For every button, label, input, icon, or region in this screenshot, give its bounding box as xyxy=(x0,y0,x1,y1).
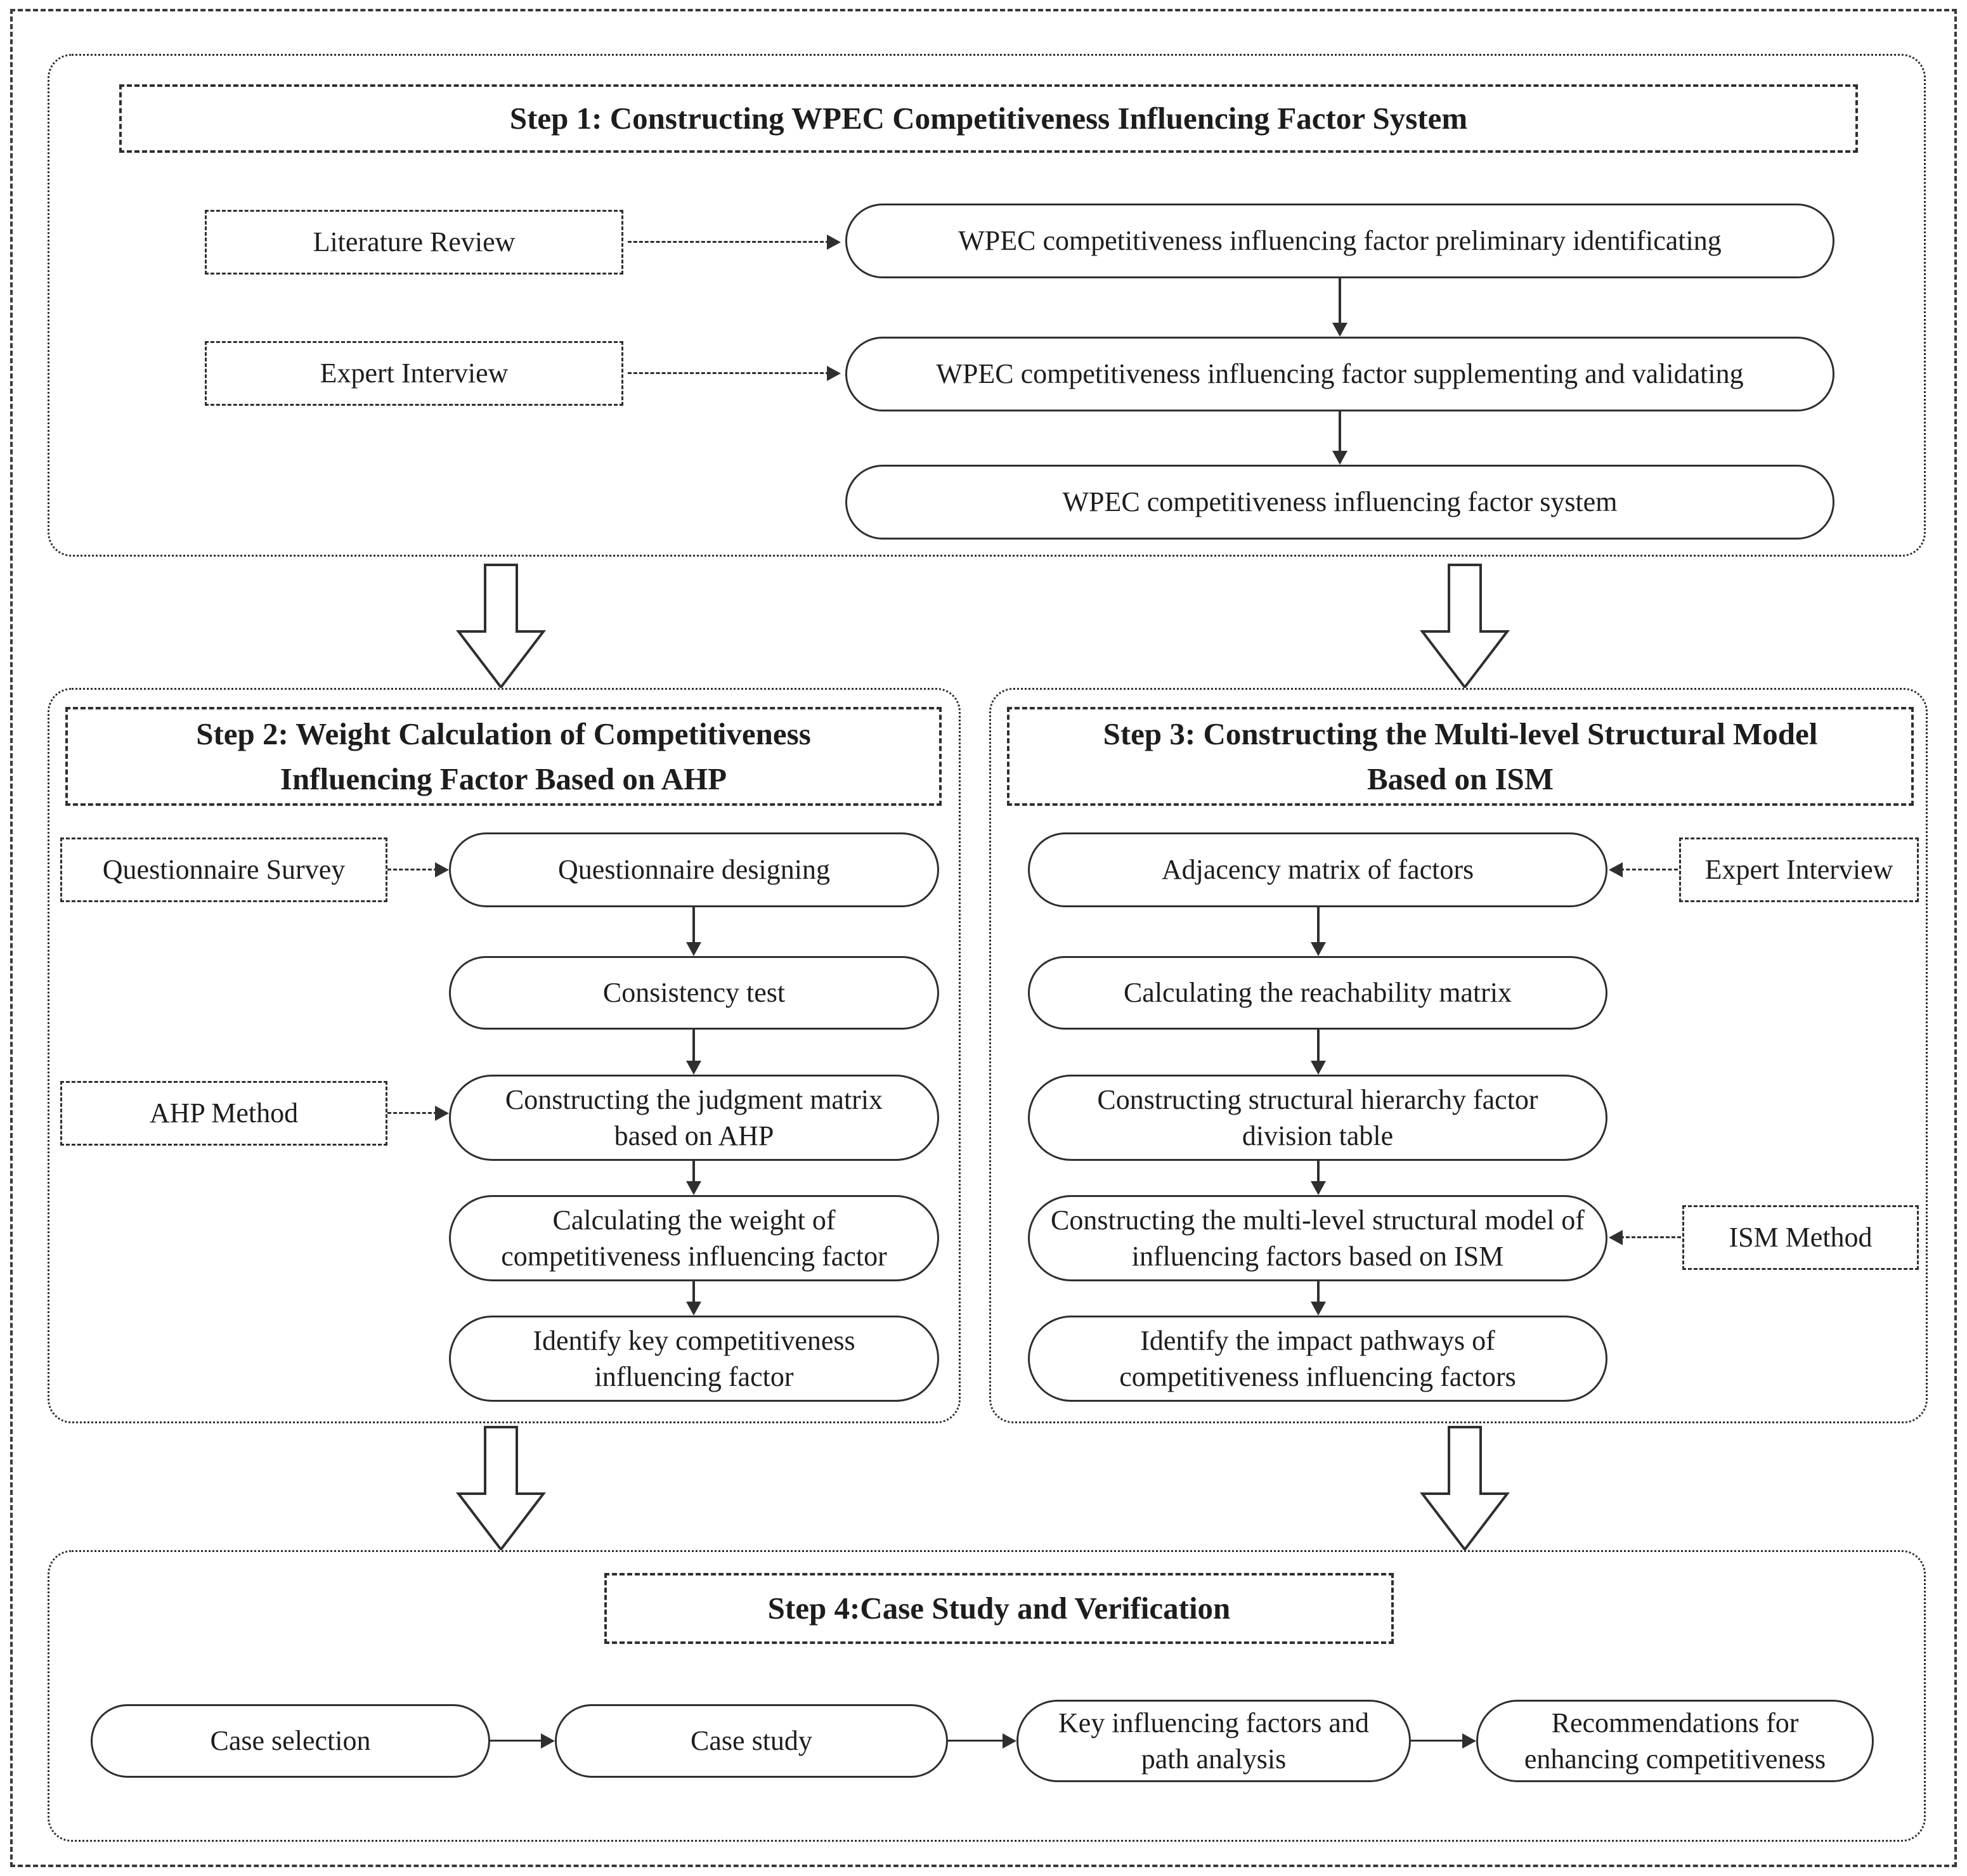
step4-box-case-selection: Case selection xyxy=(91,1704,490,1778)
arrow-down-icon xyxy=(685,1161,702,1195)
step1-title xyxy=(119,84,1858,153)
step1-box-supplementing-validating: WPEC competitiveness influencing factor supplementing and validating xyxy=(845,337,1834,411)
step4-title-text: Step 4:Case Study and Verification xyxy=(767,1591,1231,1626)
step4-title xyxy=(604,1573,1394,1644)
dashed-arrow-right-icon xyxy=(387,1105,449,1122)
dashed-arrow-left-icon xyxy=(1609,862,1678,878)
step2-panel xyxy=(48,688,961,1423)
step2-title-line2: Influencing Factor Based on AHP xyxy=(280,761,727,796)
step2-box-calculating-weight: Calculating the weight of competitiveness influencing factor xyxy=(449,1195,939,1281)
step2-title-line1: Step 2: Weight Calculation of Competitiveness xyxy=(196,716,811,751)
step3-box-impact-pathways: Identify the impact pathways of competitiveness influencing factors xyxy=(1028,1316,1607,1402)
step2-box-judgment-matrix: Constructing the judgment matrix based on AHP xyxy=(449,1075,939,1161)
step1-box-factor-system: WPEC competitiveness influencing factor system xyxy=(845,465,1834,540)
arrow-right-icon xyxy=(948,1733,1016,1749)
step3-title-line1: Step 3: Constructing the Multi-level Structural Model xyxy=(1103,716,1818,751)
arrow-down-icon xyxy=(685,1281,702,1316)
dashed-arrow-right-icon xyxy=(628,234,841,250)
arrow-down-icon xyxy=(1332,411,1348,465)
dashed-arrow-left-icon xyxy=(1609,1229,1681,1246)
step3-box-adjacency-matrix: Adjacency matrix of factors xyxy=(1028,832,1607,907)
dashed-arrow-right-icon xyxy=(387,862,449,878)
arrow-right-icon xyxy=(490,1733,555,1749)
step3-title xyxy=(1007,707,1914,806)
step3-title-line2: Based on ISM xyxy=(1367,761,1554,796)
arrow-down-icon xyxy=(685,1030,702,1075)
step2-box-questionnaire-designing: Questionnaire designing xyxy=(449,832,939,907)
block-arrow-down-icon xyxy=(1411,563,1519,690)
step3-box-hierarchy-division-table: Constructing structural hierarchy factor division table xyxy=(1028,1075,1607,1161)
arrow-right-icon xyxy=(1411,1733,1476,1749)
arrow-down-icon xyxy=(1310,1161,1327,1195)
arrow-down-icon xyxy=(1310,1030,1327,1075)
literature-review-box: Literature Review xyxy=(205,210,623,275)
arrow-down-icon xyxy=(1310,1281,1327,1316)
step1-box-preliminary-identificating: WPEC competitiveness influencing factor preliminary identificating xyxy=(845,204,1834,278)
step4-box-case-study: Case study xyxy=(555,1704,948,1778)
block-arrow-down-icon xyxy=(1411,1425,1519,1552)
step1-title-text: Step 1: Constructing WPEC Competitiveness Influencing Factor System xyxy=(509,101,1468,136)
ahp-method-box: AHP Method xyxy=(60,1081,387,1146)
arrow-down-icon xyxy=(1310,907,1327,956)
step2-box-identify-key-factor: Identify key competitiveness influencing factor xyxy=(449,1316,939,1402)
step2-title xyxy=(65,707,942,806)
questionnaire-survey-box: Questionnaire Survey xyxy=(60,838,387,902)
expert-interview-box: Expert Interview xyxy=(205,341,623,406)
step1-panel xyxy=(48,54,1926,557)
block-arrow-down-icon xyxy=(447,1425,555,1552)
step4-box-key-factors-path-analysis: Key influencing factors and path analysis xyxy=(1016,1700,1411,1782)
step3-panel xyxy=(989,688,1928,1423)
dashed-arrow-right-icon xyxy=(628,365,841,382)
expert-interview-box: Expert Interview xyxy=(1679,838,1919,902)
step4-box-recommendations: Recommendations for enhancing competitiveness xyxy=(1476,1700,1874,1782)
step3-box-reachability-matrix: Calculating the reachability matrix xyxy=(1028,956,1607,1030)
step2-box-consistency-test: Consistency test xyxy=(449,956,939,1030)
ism-method-box: ISM Method xyxy=(1682,1205,1919,1270)
arrow-down-icon xyxy=(1332,278,1348,337)
block-arrow-down-icon xyxy=(447,563,555,690)
step4-panel xyxy=(48,1550,1926,1842)
step3-box-multilevel-structural-model: Constructing the multi-level structural model of influencing factors based on ISM xyxy=(1028,1195,1607,1281)
arrow-down-icon xyxy=(685,907,702,956)
